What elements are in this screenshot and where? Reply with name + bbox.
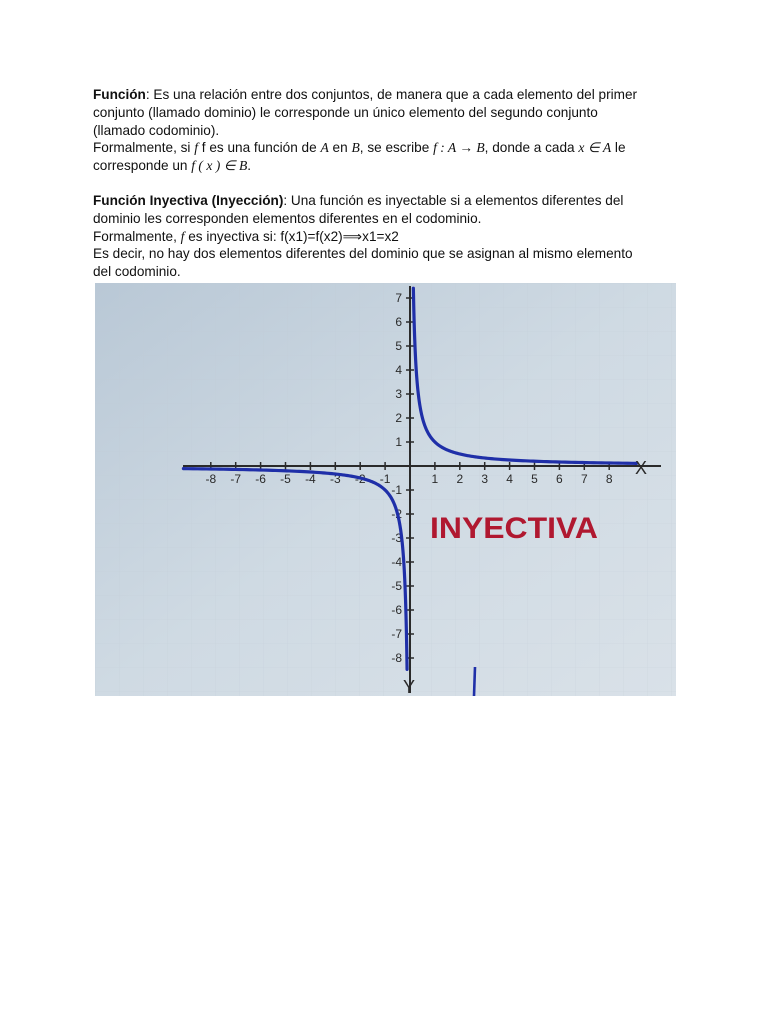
x-tick-label: 2 (456, 472, 464, 486)
x-tick-label: -2 (354, 472, 366, 486)
math-mapping: f : A → B (433, 140, 485, 156)
definition-funcion (93, 86, 673, 175)
y-tick-label: 7 (395, 291, 402, 305)
text-run: Formalmente, (93, 228, 181, 244)
y-tick-label: 4 (395, 363, 402, 377)
text-run: , donde a cada (484, 140, 579, 156)
x-tick-label: 3 (481, 472, 489, 486)
definition-inyectiva (93, 192, 673, 281)
text-run: en (328, 140, 352, 156)
text-run: , se escribe (359, 140, 434, 156)
y-tick-label: -7 (391, 627, 402, 641)
definition-line (93, 86, 673, 104)
y-axis-letter: Y (403, 677, 416, 696)
y-tick-label: -2 (391, 507, 402, 521)
definition-line: conjunto (llamado dominio) le corresponde un único elemento del segundo conjunto (93, 104, 598, 120)
y-tick-label: -5 (391, 579, 402, 593)
term-funcion: Función (93, 87, 146, 102)
text-run: Formalmente, si (93, 140, 195, 156)
definition-line: dominio les corresponden elementos diferentes en el codominio. (93, 210, 482, 226)
y-tick-label: -6 (391, 603, 402, 617)
formal-line (93, 157, 673, 175)
y-tick-label: 6 (395, 315, 402, 329)
y-tick-label: 2 (395, 411, 402, 425)
definition-line: del codominio. (93, 264, 181, 280)
y-tick-label: -3 (391, 531, 402, 545)
definition-line: Es decir, no hay dos elementos diferentes del dominio que se asignan al mismo elemento (93, 246, 633, 262)
x-tick-label: -3 (329, 472, 341, 486)
definition-text: : Es una relación entre dos conjuntos, de manera que a cada elemento del primer (145, 87, 638, 102)
x-tick-label: -7 (230, 472, 242, 486)
text-run: . (247, 158, 252, 174)
y-tick-label: -4 (391, 555, 402, 569)
term-inyectiva: Función Inyectiva (Inyección) (93, 193, 284, 208)
definition-text: : Una función es inyectable si a elementos diferentes del (283, 193, 624, 208)
formal-line (93, 139, 673, 157)
x-tick-label: 6 (556, 472, 563, 486)
x-tick-label: -5 (280, 472, 291, 486)
inyectiva-label: INYECTIVA (430, 512, 598, 545)
x-tick-label: -6 (255, 472, 266, 486)
definition-line: (llamado codominio). (93, 122, 220, 138)
x-tick-label: 5 (531, 472, 538, 486)
math-A: A (320, 140, 329, 156)
y-tick-label: 3 (395, 387, 402, 401)
x-tick-label: -8 (205, 472, 217, 486)
math-x-in-A: x ∈ A (578, 140, 612, 156)
y-tick-label: 1 (395, 435, 402, 449)
text-run: corresponde un (93, 158, 192, 174)
x-tick-label: -4 (305, 472, 316, 486)
definition-line (93, 192, 673, 210)
inyectiva-graph-figure (95, 283, 676, 696)
text-run: f es una función de (198, 140, 321, 156)
marker-stroke (474, 667, 475, 696)
math-f: f (180, 228, 185, 244)
x-tick-label: 1 (431, 472, 439, 486)
x-tick-label: 4 (506, 472, 513, 486)
math-fx-in-B: f ( x ) ∈ B (191, 158, 248, 174)
x-tick-label: 7 (580, 472, 588, 486)
text-run: le (611, 140, 626, 156)
y-tick-label: -1 (391, 483, 402, 497)
x-tick-label: -1 (379, 472, 391, 486)
math-B: B (351, 140, 360, 156)
formal-line (93, 228, 673, 246)
x-axis-letter: X (635, 458, 648, 478)
text-run: es inyectiva si: f(x1)=f(x2)⟹x1=x2 (184, 228, 399, 244)
y-tick-label: 5 (395, 339, 402, 353)
x-tick-label: 8 (605, 472, 613, 486)
math-f: f (194, 140, 199, 156)
y-tick-label: -8 (391, 651, 402, 665)
